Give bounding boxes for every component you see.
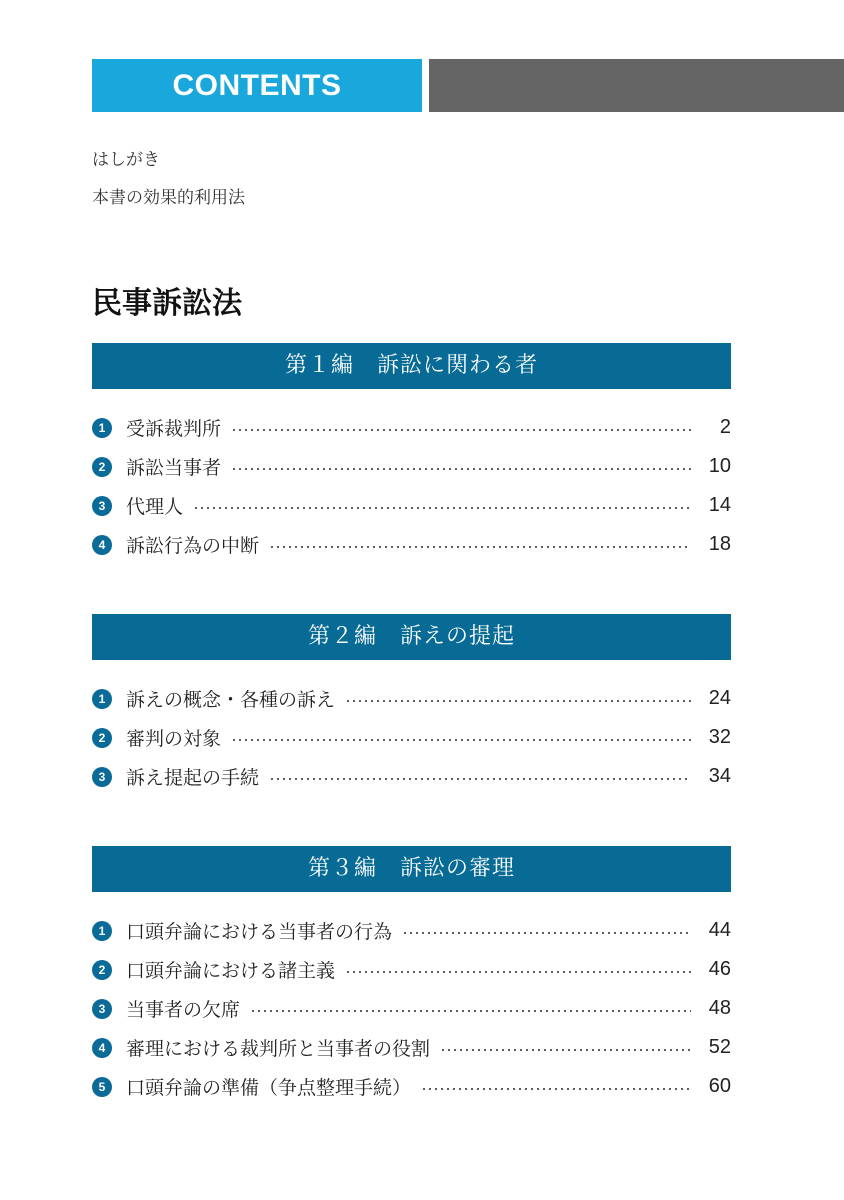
toc-item[interactable] xyxy=(92,1067,731,1106)
toc-item[interactable] xyxy=(92,1028,731,1067)
toc-item-title: 当事者の欠席 xyxy=(126,999,241,1021)
number-badge: 1 xyxy=(92,921,112,941)
contents-label: CONTENTS xyxy=(92,59,422,112)
leader-dots xyxy=(345,971,691,973)
toc-item-title: 口頭弁論における諸主義 xyxy=(126,960,336,982)
number-badge: 3 xyxy=(92,767,112,787)
toc-list-part-3 xyxy=(92,911,731,1106)
toc-list-part-1 xyxy=(92,408,731,564)
number-badge: 2 xyxy=(92,457,112,477)
toc-item-page: 46 xyxy=(708,958,731,980)
number-badge: 1 xyxy=(92,418,112,438)
leader-dots xyxy=(250,1010,691,1012)
toc-item[interactable] xyxy=(92,447,731,486)
leader-dots xyxy=(402,932,691,934)
toc-item-title: 訴え提起の手続 xyxy=(126,767,260,789)
toc-item[interactable] xyxy=(92,911,731,950)
toc-item-page: 14 xyxy=(708,494,731,516)
part-heading-1: 第１編 訴訟に関わる者 xyxy=(92,343,731,389)
subject-title: 民事訴訟法 xyxy=(92,286,242,321)
toc-item-page: 2 xyxy=(719,416,731,438)
toc-item-page: 48 xyxy=(708,997,731,1019)
toc-item-title: 訴えの概念・各種の訴え xyxy=(126,689,336,711)
number-badge: 2 xyxy=(92,728,112,748)
toc-item-page: 24 xyxy=(708,687,731,709)
toc-item-title: 訴訟当事者 xyxy=(126,457,222,479)
toc-item-title: 審判の対象 xyxy=(126,728,222,750)
header-gray-bar xyxy=(429,59,844,112)
leader-dots xyxy=(231,429,691,431)
leader-dots xyxy=(345,700,691,702)
toc-item-page: 18 xyxy=(708,533,731,555)
contents-header xyxy=(92,59,844,112)
toc-item-title: 審理における裁判所と当事者の役割 xyxy=(126,1038,431,1060)
leader-dots xyxy=(269,546,691,548)
leader-dots xyxy=(231,739,691,741)
leader-dots xyxy=(269,778,691,780)
number-badge: 2 xyxy=(92,960,112,980)
number-badge: 3 xyxy=(92,999,112,1019)
toc-item[interactable] xyxy=(92,408,731,447)
leader-dots xyxy=(421,1088,691,1090)
number-badge: 3 xyxy=(92,496,112,516)
part-heading-3: 第３編 訴訟の審理 xyxy=(92,846,731,892)
toc-item-title: 口頭弁論における当事者の行為 xyxy=(126,921,393,943)
toc-item[interactable] xyxy=(92,757,731,796)
toc-item[interactable] xyxy=(92,950,731,989)
toc-item-title: 訴訟行為の中断 xyxy=(126,535,260,557)
number-badge: 4 xyxy=(92,1038,112,1058)
toc-list-part-2 xyxy=(92,679,731,796)
number-badge: 5 xyxy=(92,1077,112,1097)
toc-item-page: 44 xyxy=(708,919,731,941)
part-heading-2: 第２編 訴えの提起 xyxy=(92,614,731,660)
toc-item-title: 代理人 xyxy=(126,496,184,518)
leader-dots xyxy=(440,1049,691,1051)
leader-dots xyxy=(193,507,691,509)
toc-item[interactable] xyxy=(92,486,731,525)
toc-item-title: 受訴裁判所 xyxy=(126,418,222,440)
leader-dots xyxy=(231,468,691,470)
number-badge: 1 xyxy=(92,689,112,709)
toc-item-page: 60 xyxy=(708,1075,731,1097)
toc-item[interactable] xyxy=(92,679,731,718)
toc-item[interactable] xyxy=(92,989,731,1028)
toc-item-page: 34 xyxy=(708,765,731,787)
intro-link-hashigaki[interactable]: はしがき xyxy=(92,150,160,170)
number-badge: 4 xyxy=(92,535,112,555)
toc-item[interactable] xyxy=(92,525,731,564)
toc-item[interactable] xyxy=(92,718,731,757)
intro-link-usage[interactable]: 本書の効果的利用法 xyxy=(92,188,245,208)
toc-item-page: 10 xyxy=(708,455,731,477)
toc-item-page: 52 xyxy=(708,1036,731,1058)
toc-item-title: 口頭弁論の準備（争点整理手続） xyxy=(126,1077,412,1099)
toc-item-page: 32 xyxy=(708,726,731,748)
